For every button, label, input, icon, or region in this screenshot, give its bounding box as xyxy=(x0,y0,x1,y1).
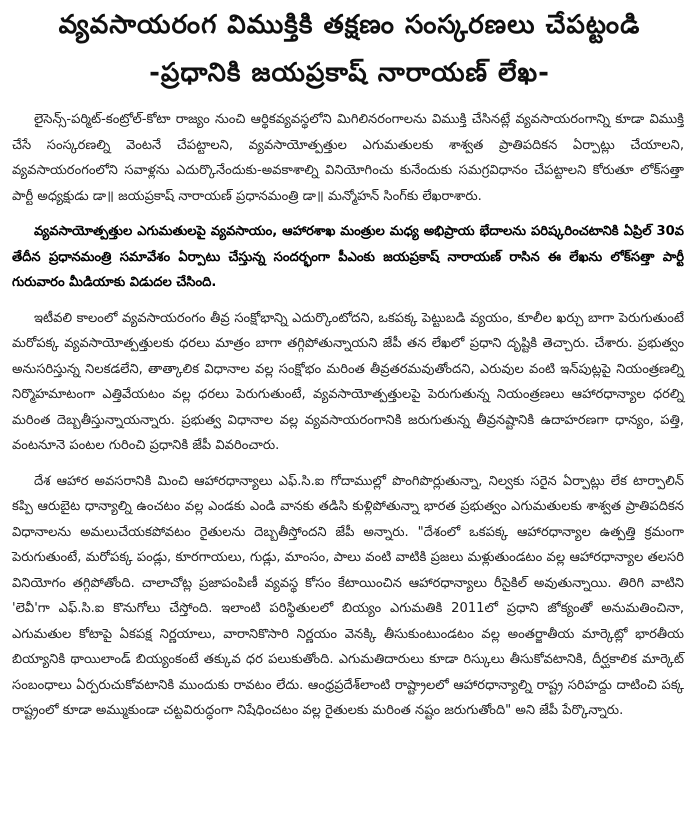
article-body xyxy=(12,107,684,734)
article-paragraph-intro: లైసెన్స్-పర్మిట్-కంట్రోల్-కోటా రాజ్యం నుంచి ఆర్థికవ్యవస్థలోని మిగిలినరంగాలను విముక్తి చేసినట్లే వ్యవసాయరంగాన్ని కూడా విముక్తి చేసే సంస్కరణల్ని వెంటనే చేపట్టాలని, వ్యవసాయోత్పత్తుల ఎగుమతులకు శాశ్వత ప్రాతిపదికన ఏర్పాట్లు చేయాలని, వ్యవసాయరంగంలోని సవాళ్లను ఎదుర్కొనేందుకు-అవకాశాల్ని వినియోగించు కునేందుకు సమగ్రవిధానం చేపట్టాలని కోరుతూ లోక్‌సత్తా పార్టీ అధ్యక్షుడు డా॥ జయప్రకాష్ నారాయణ్ ప్రధానమంత్రి డా॥ మన్మోహన్ సింగ్‌కు లేఖరాశారు. xyxy=(12,112,684,204)
article-paragraph-crisis: ఇటీవలి కాలంలో వ్యవసాయరంగం తీవ్ర సంక్షోభాన్ని ఎదుర్కొంటోదని, ఒకపక్క పెట్టుబడి వ్యయం, కూలీల ఖర్చు బాగా పెరుగుతుంటే మరోపక్క వ్యవసాయోత్పత్తులకు ధరలు మాత్రం బాగా తగ్గిపోతున్నాయని జేపీ తన లేఖలో ప్రధాని దృష్టికి తెచ్చారు. చేశారు. ప్రభుత్వం అనుసరిస్తున్న నిలకడలేని, తాత్కాలిక విధానాల వల్ల సంక్షోభం మరింత తీవ్రతరమవుతోందని, ఎరువుల వంటి ఇన్‌పుట్లపై నియంత్రణల్ని నిర్మొహమాటంగా ఎత్తివేయటం వల్ల ధరలు పెరుగుతుంటే, వ్యవసాయోత్పత్తులపై పెరుగుతున్న నియంత్రణలు ఆహారధాన్యాల ధరల్ని మరింత దెబ్బతీస్తున్నాయన్నారు. ప్రభుత్వ విధానాల వల్ల వ్యవసాయరంగానికి జరుగుతున్న తీవ్రనష్టానికి ఉదాహరణగా ధాన్యం, పత్తి, వంటనూనె పంటల గురించి ప్రధానికి జేపీ వివరించారు. xyxy=(12,310,684,453)
headline-subtitle: -ప్రధానికి జయప్రకాష్ నారాయణ్ లేఖ- xyxy=(149,58,550,88)
headline-title: వ్యవసాయరంగ విముక్తికి తక్షణం సంస్కరణలు చేపట్టండి xyxy=(58,10,641,40)
article-paragraph-exports: దేశ ఆహార అవసరానికి మించి ఆహారధాన్యాలు ఎఫ్.సి.ఐ గోదాముల్లో పొంగిపొర్లుతున్నా, నిల్వకు సరైన ఏర్పాట్లు లేక టార్పాలిన్ కప్పి ఆరుబైట ధాన్యాల్ని ఉంచటం వల్ల ఎండకు ఎండి వానకు తడిసి కుళ్లిపోతున్నా భారత ప్రభుత్వం ఎగుమతులకు శాశ్వత ప్రాతిపదికన విధానాలను అమలుచేయకపోవటం రైతులను దెబ్బతీస్తోందని జేపీ అన్నారు. "దేశంలో ఒకపక్క ఆహారధాన్యాల ఉత్పత్తి క్రమంగా పెరుగుతుంటే, మరోపక్క పండ్లు, కూరగాయలు, గుడ్లు, మాంసం, పాలు వంటి వాటికి ప్రజలు మళ్లుతుండటం వల్ల ఆహారధాన్యాల తలసరి వినియోగం తగ్గిపోతోంది. చాలాచోట్ల ప్రజాపంపిణీ వ్యవస్థ కోసం కేటాయించిన ఆహారధాన్యాలు రీసైకిల్ అవుతున్నాయి. తిరిగి వాటిని 'లెవీ'గా ఎఫ్.సి.ఐ కొనుగోలు చేస్తోంది. ఇలాంటి పరిస్థితులలో బియ్యం ఎగుమతికి 2011లో ప్రధాని జోక్యంతో అనుమతించినా, ఎగుమతుల కోటాపై ఏకపక్ష నిర్ణయాలు, వారానికొసారి నిర్ణయం వెనక్కి తీసుకుంటుండటం వల్ల అంతర్జాతీయ మార్కెట్లో భారతీయ బియ్యానికి థాయిలాండ్ బియ్యంకంటే తక్కువ ధర పలుకుతోంది. ఎగుమతిదారులు కూడా రిస్కులు తీసుకోవటానికి, దీర్ఘకాలిక మార్కెట్ సంబంధాలు ఏర్పరుచుకోవటానికి ముందుకు రావటం లేదు. ఆంధ్రప్రదేశ్‌లాంటి రాష్ట్రాలలో ఆహారధాన్యాల్ని రాష్ట్ర సరిహద్దు దాటించి పక్క రాష్ట్రంలో కూడా అమ్ముకుండా చట్టవిరుద్ధంగా నిషేధించటం వల్ల రైతులకు మరింత నష్టం జరుగుతోంది" అని జేపీ పేర్కొన్నారు. xyxy=(12,473,684,718)
article-paragraph-highlight: వ్యవసాయోత్పత్తుల ఎగుమతులపై వ్యవసాయం, ఆహారశాఖ మంత్రుల మధ్య అభిప్రాయ భేదాలను పరిష్కరించటానికి ఏప్రిల్ 30వ తేదీన ప్రధానమంత్రి సమావేశం ఏర్పాటు చేస్తున్న సందర్భంగా పీఎంకు జయప్రకాష్ నారాయణ్ రాసిన ఈ లేఖను లోక్‌సత్తా పార్టీ గురువారం మీడియాకు విడుదల చేసింది. xyxy=(12,224,684,290)
